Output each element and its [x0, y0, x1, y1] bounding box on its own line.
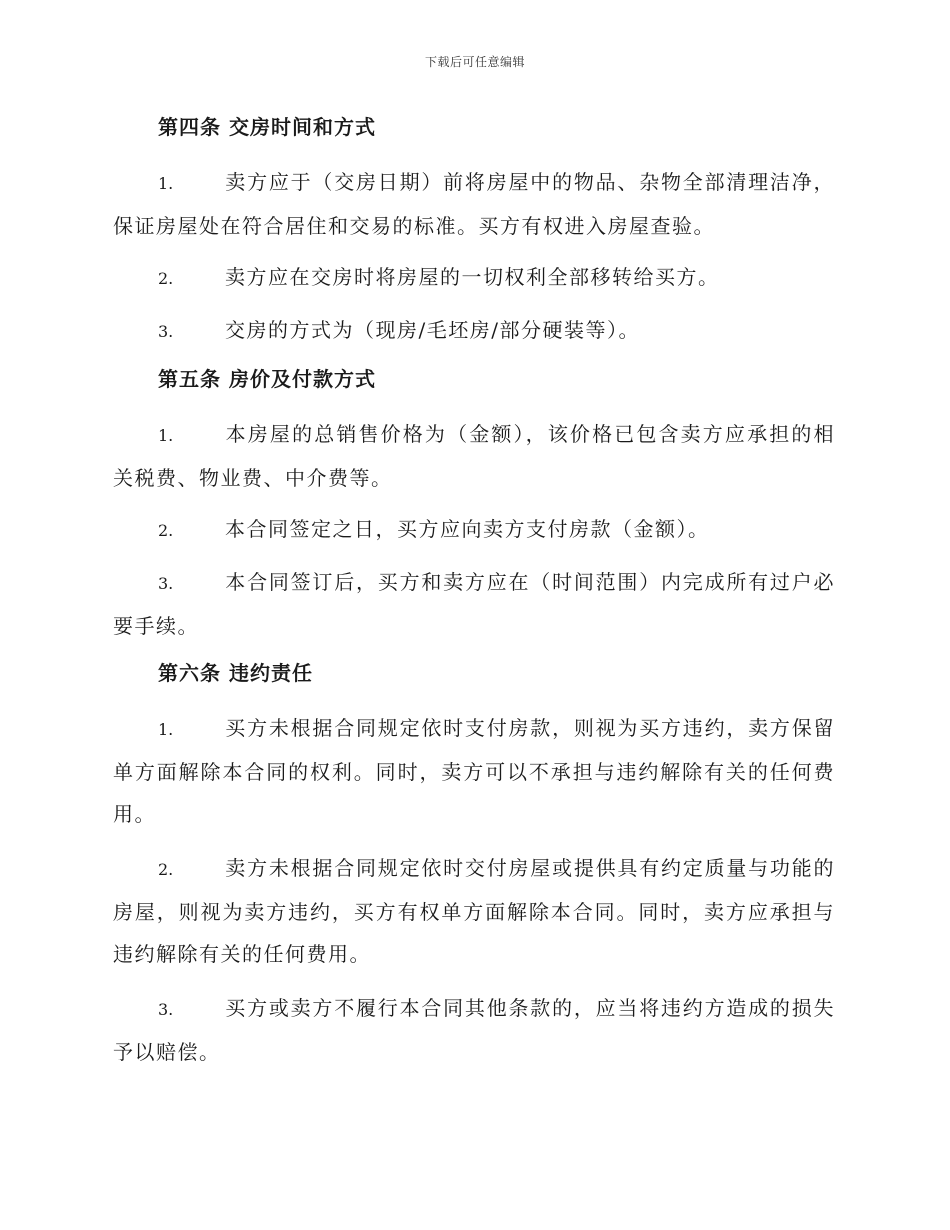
clause	[113, 987, 835, 1073]
clause-number: 3.	[158, 322, 174, 341]
clause-number: 2.	[158, 521, 174, 540]
clause	[113, 256, 835, 300]
section-title: 第五条 房价及付款方式	[158, 367, 376, 391]
clause-text: 买方未根据合同规定依时支付房款，则视为买方违约，卖方保留单方面解除本合同的权利。同时，卖方可以不承担与违约解除有关的任何费用。	[113, 716, 835, 826]
clause-number: 3.	[158, 574, 174, 593]
clause-number: 1.	[158, 720, 174, 739]
clause-text: 卖方应在交房时将房屋的一切权利全部移转给买方。	[225, 265, 720, 289]
clause	[113, 707, 835, 835]
clause-number: 3.	[158, 1000, 174, 1019]
clause-text: 本房屋的总销售价格为（金额），该价格已包含卖方应承担的相关税费、物业费、中介费等。	[113, 422, 835, 490]
clause-text: 本合同签定之日，买方应向卖方支付房款（金额）。	[225, 517, 710, 541]
clause-number: 2.	[158, 860, 174, 879]
section-title: 第六条 违约责任	[158, 661, 313, 685]
section-article-6	[113, 656, 835, 1073]
page-header: 下载后可任意编辑	[424, 55, 525, 69]
clause-number: 1.	[158, 426, 174, 445]
section-title: 第四条 交房时间和方式	[158, 115, 376, 139]
clause	[113, 413, 835, 499]
clause	[113, 309, 835, 353]
clause-text: 交房的方式为（现房/毛坯房/部分硬装等）。	[225, 318, 640, 342]
clause-number: 1.	[158, 174, 174, 193]
clause	[113, 847, 835, 975]
clause	[113, 561, 835, 647]
clause	[113, 161, 835, 247]
clause-text: 卖方未根据合同规定依时交付房屋或提供具有约定质量与功能的房屋，则视为卖方违约，买方有权单方面解除本合同。同时，卖方应承担与违约解除有关的任何费用。	[113, 856, 835, 966]
clause-text: 买方或卖方不履行本合同其他条款的，应当将违约方造成的损失予以赔偿。	[113, 996, 835, 1064]
document-body	[113, 110, 835, 1082]
section-article-5	[113, 362, 835, 647]
clause	[113, 508, 835, 552]
section-article-4	[113, 110, 835, 353]
clause-text: 本合同签订后，买方和卖方应在（时间范围）内完成所有过户必要手续。	[113, 570, 835, 638]
clause-number: 2.	[158, 269, 174, 288]
clause-text: 卖方应于（交房日期）前将房屋中的物品、杂物全部清理洁净，保证房屋处在符合居住和交易的标准。买方有权进入房屋查验。	[113, 170, 835, 238]
